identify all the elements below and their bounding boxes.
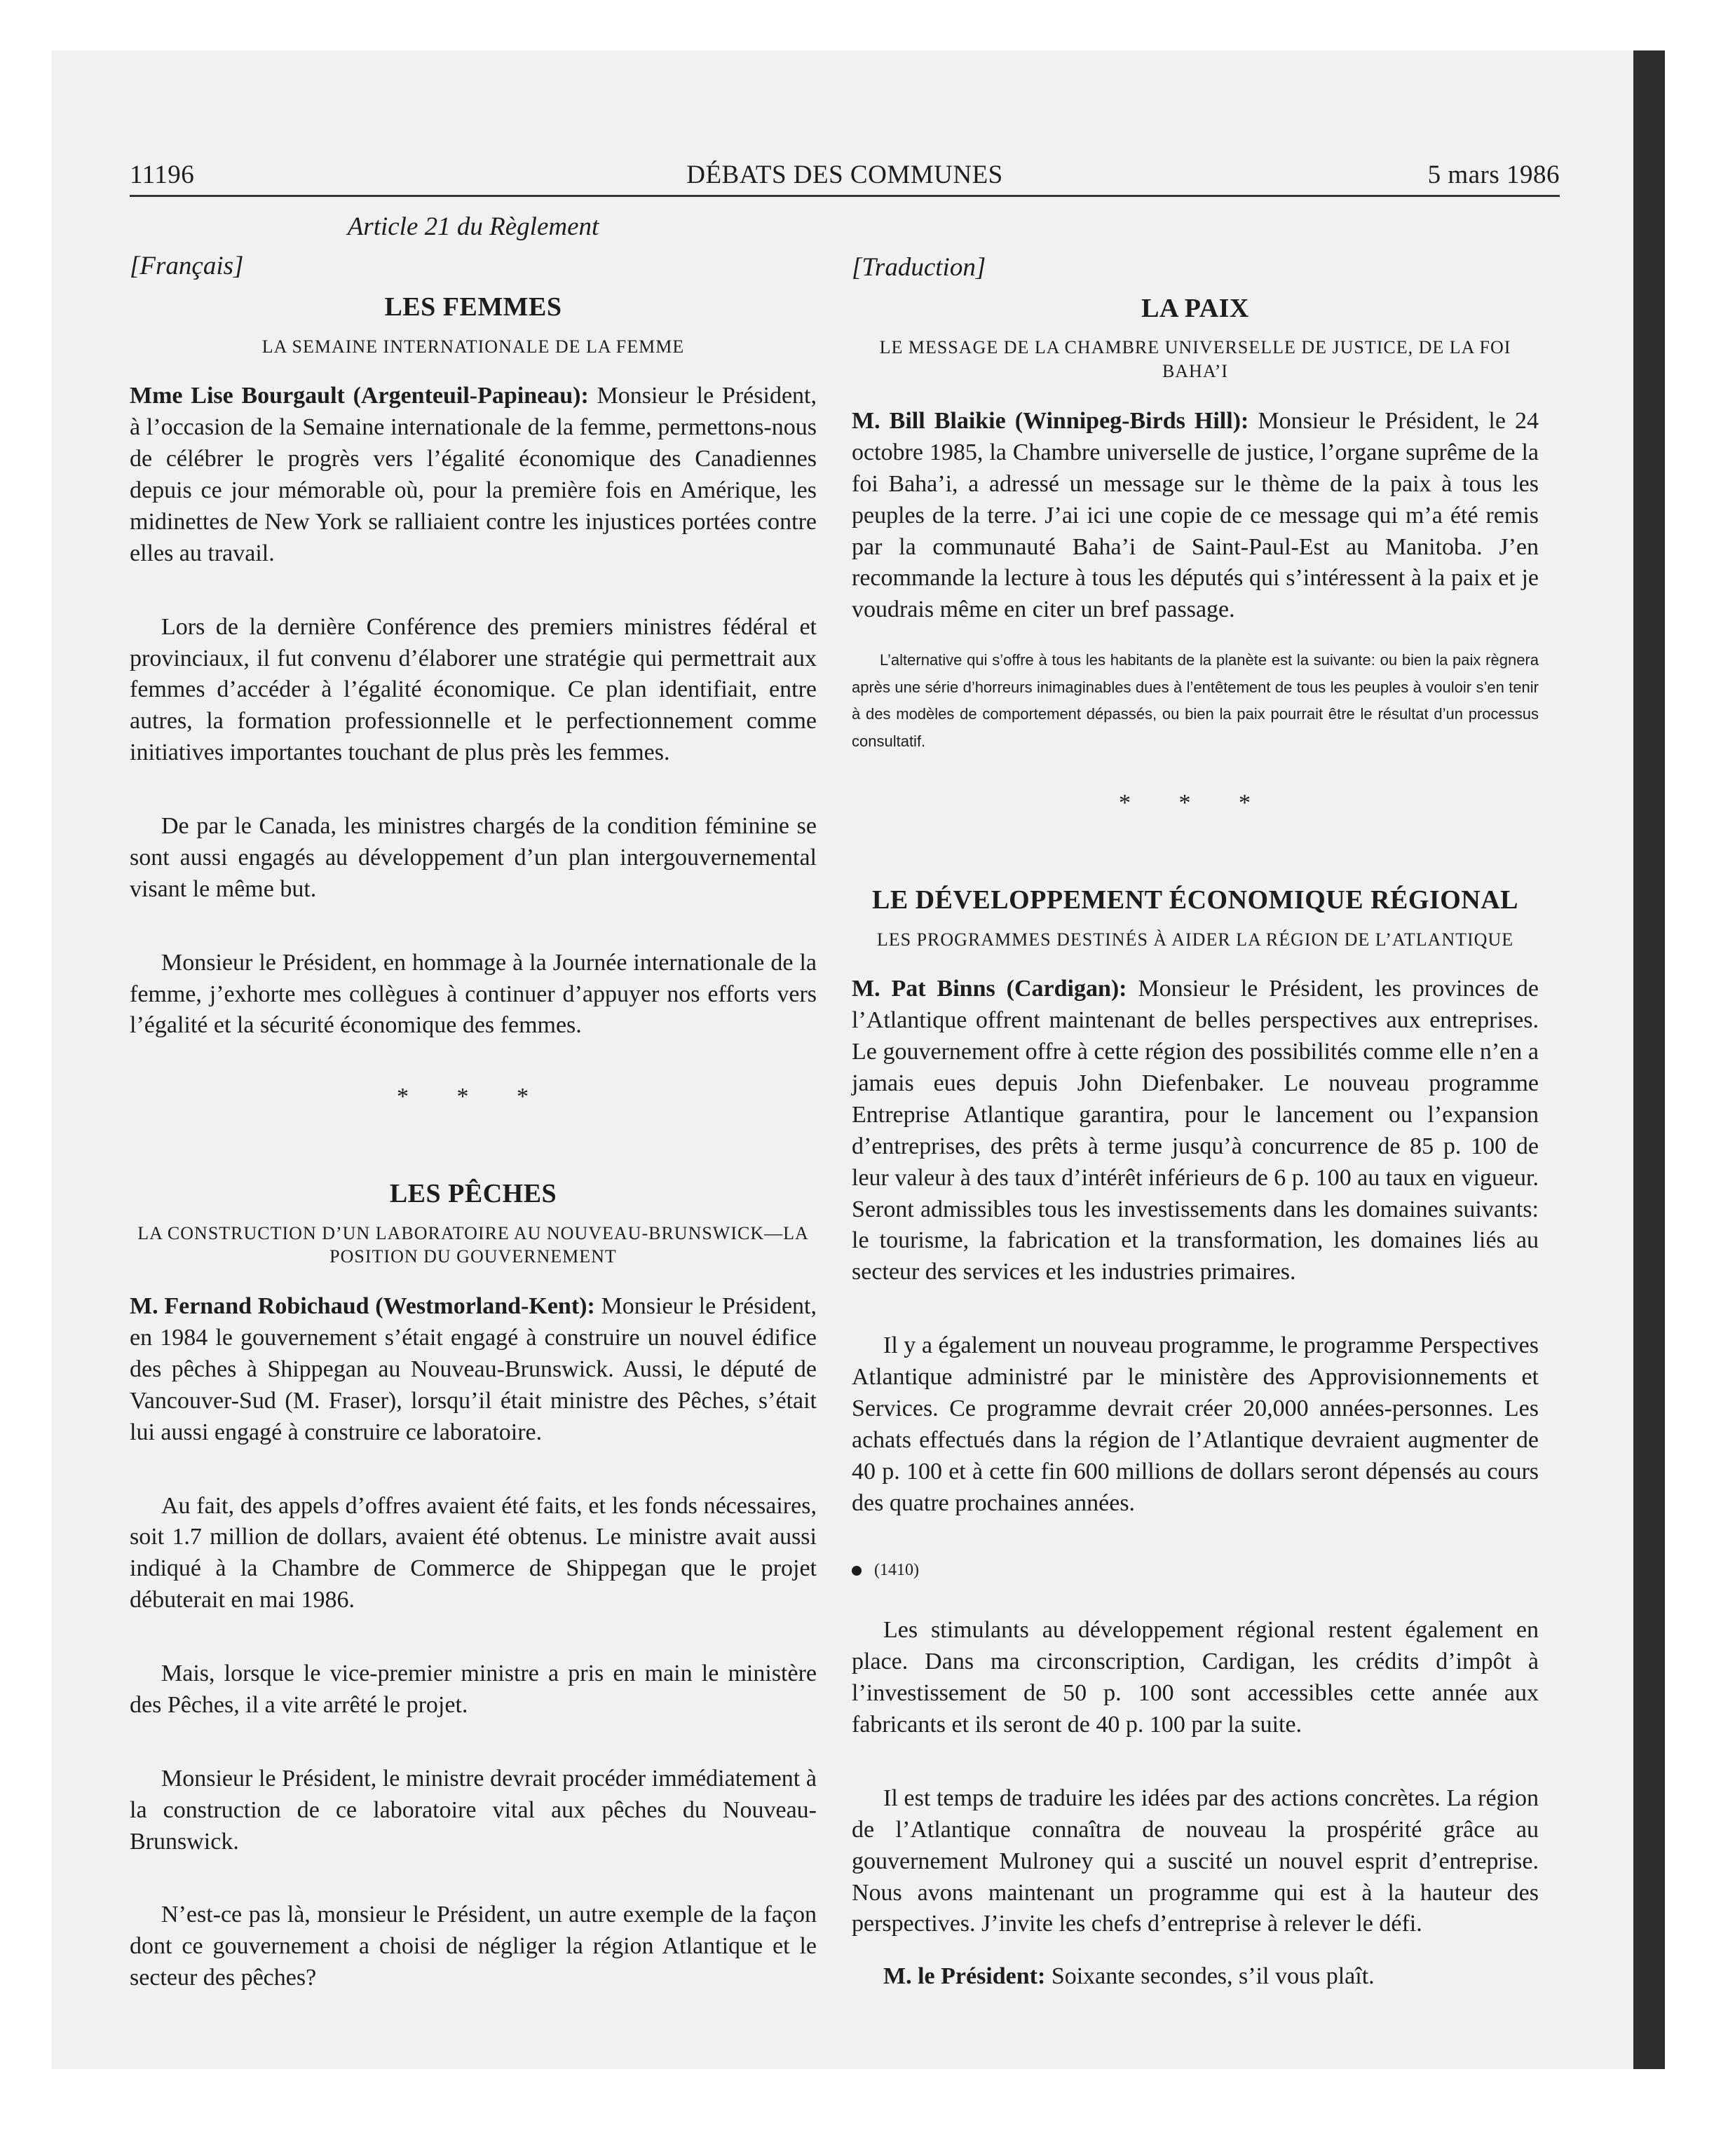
speaker-name: M. Pat Binns (Cardigan):: [852, 976, 1127, 1002]
language-label: [Traduction]: [852, 253, 986, 282]
left-column: [130, 210, 817, 2036]
section-heading: LES PÊCHES: [389, 1179, 557, 1209]
paragraph: Au fait, des appels d’offres avaient été faits, et les fonds nécessaires, soit 1.7 million de dollars, avaient été obtenus. Le ministre avait aussi indiqué à la Chambre de Commerce de Shippegan que le projet débuterait en mai 1986.: [130, 1492, 817, 1613]
section-subheading: LA SEMAINE INTERNATIONALE DE LA FEMME: [261, 336, 685, 357]
paragraph: Les stimulants au développement régional restent également en place. Dans ma circonscription, Cardigan, les crédits d’impôt à l’investissement de 50 p. 100 sont accessibles cette année aux fabricants et ils seront de 40 p. 100 par la suite.: [852, 1617, 1539, 1738]
language-label: [Français]: [130, 252, 244, 281]
paragraph: Mais, lorsque le vice-premier ministre a pris en main le ministère des Pêches, il a vite arrêté le projet.: [130, 1660, 817, 1718]
speaker-name: M. le Président:: [883, 1963, 1046, 1990]
publication-title: DÉBATS DES COMMUNES: [686, 161, 1003, 189]
section-separator: * * *: [1119, 790, 1272, 817]
speaker-name: M. Bill Blaikie (Winnipeg-Birds Hill):: [852, 408, 1249, 435]
section-heading: LE DÉVELOPPEMENT ÉCONOMIQUE RÉGIONAL: [871, 885, 1519, 915]
section-subheading: LE MESSAGE DE LA CHAMBRE UNIVERSELLE DE JUSTICE, DE LA FOI BAHA’I: [879, 337, 1511, 382]
paragraph: Il y a également un nouveau programme, le programme Perspectives Atlantique administré par le ministère des Approvisionnements et Services. Ce programme devrait créer 20,000 années-personnes. Les achats effectués dans la région de l’Atlantique devraient augmenter de 40 p. 100 et à cette fin 600 millions de dollars seront dépensés au cours des quatre prochaines années.: [852, 1332, 1539, 1516]
section-subheading: LES PROGRAMMES DESTINÉS À AIDER LA RÉGION DE L’ATLANTIQUE: [876, 929, 1514, 950]
speaker-name: M. Fernand Robichaud (Westmorland-Kent):: [130, 1293, 595, 1320]
page-date: 5 mars 1986: [1427, 161, 1560, 189]
paragraph: M. le Président: Soixante secondes, s’il vous plaît.: [883, 1963, 1375, 1990]
section-heading: LA PAIX: [1141, 294, 1249, 324]
article-label: Article 21 du Règlement: [347, 212, 599, 241]
paragraph: Monsieur le Président, le ministre devrait procéder immédiatement à la construction de ce laboratoire vital aux pêches du Nouveau-Brunswick.: [130, 1765, 817, 1855]
paragraph: De par le Canada, les ministres chargés de la condition féminine se sont aussi engagés au développement d’un plan intergouvernemental visant le même but.: [130, 813, 817, 902]
paragraph: Lors de la dernière Conférence des premiers ministres fédéral et provinciaux, il fut convenu d’élaborer une stratégie qui permettrait aux femmes d’accéder à l’égalité économique. Ce plan identifiait, entre autres, la formation professionnelle et le perfectionnement comme initiatives importantes touchant de plus près les femmes.: [130, 613, 817, 766]
time-stamp: (1410): [874, 1561, 919, 1580]
page-number: 11196: [130, 161, 195, 189]
paragraph: M. Fernand Robichaud (Westmorland-Kent): Monsieur le Président, en 1984 le gouvernement s’était engagé à construire un nouvel édifice des pêches à Shippegan au Nouveau-Brunswick. Aussi, le député de Vancouver-Sud (M. Fraser), lorsqu’il était ministre des Pêches, s’était lui aussi engagé à construire ce laboratoire.: [130, 1293, 817, 1445]
paragraph: N’est-ce pas là, monsieur le Président, un autre exemple de la façon dont ce gouvernement a choisi de négliger la région Atlantique et le secteur des pêches?: [130, 1902, 817, 1991]
section-subheading: LA CONSTRUCTION D’UN LABORATOIRE AU NOUVEAU-BRUNSWICK—LA POSITION DU GOUVERNEMENT: [137, 1222, 809, 1267]
bullet-icon: [852, 1566, 862, 1576]
page-header: [130, 160, 1560, 197]
speaker-name: Mme Lise Bourgault (Argenteuil-Papineau):: [130, 383, 589, 409]
time-marker: [852, 1561, 1539, 1580]
right-column: [852, 210, 1539, 2035]
paragraph: M. Pat Binns (Cardigan): Monsieur le Président, les provinces de l’Atlantique offrent maintenant de belles perspectives aux entreprises. Le gouvernement offre à cette région des possibilités comme elle n’en a jamais eues depuis John Diefenbaker. Le nouveau programme Entreprise Atlantique garantira, pour le lancement ou l’expansion d’entreprises, des prêts à terme jusqu’à concurrence de 85 p. 100 de leur valeur à des taux d’intérêt inférieurs de 6 p. 100 au taux en vigueur. Seront admissibles tous les investissements dans les domaines suivants: le tourisme, la fabrication et la transformation, les domaines liés au secteur des services et les industries primaires.: [852, 976, 1539, 1285]
paragraph: M. Bill Blaikie (Winnipeg-Birds Hill): Monsieur le Président, le 24 octobre 1985, la Chambre universelle de justice, l’organe suprême de la foi Baha’i, a adressé un message sur le thème de la paix à tous les peuples de la terre. J’ai ici une copie de ce message qui m’a été remis par la communauté Baha’i de Saint-Paul-Est au Manitoba. J’en recommande la lecture à tous les députés qui s’intéressent à la paix et je voudrais même en citer un bref passage.: [852, 408, 1539, 623]
scan-binding-edge: [1633, 50, 1665, 2069]
paragraph: Mme Lise Bourgault (Argenteuil-Papineau): Monsieur le Président, à l’occasion de la Semaine internationale de la femme, permettons-nous de célébrer le progrès vers l’égalité économique des Canadiennes depuis ce jour mémorable où, pour la première fois en Amérique, les midinettes de New York se ralliaient contre les injustices portées contre elles au travail.: [130, 383, 817, 566]
paragraph: Il est temps de traduire les idées par des actions concrètes. La région de l’Atlantique connaîtra de nouveau la prospérité grâce au gouvernement Mulroney qui a suscité un nouvel esprit d’entreprise. Nous avons maintenant un programme qui est à la hauteur des perspectives. J’invite les chefs d’entreprise à relever le défi.: [852, 1785, 1539, 1937]
quoted-passage: L’alternative qui s’offre à tous les habitants de la planète est la suivante: ou bien la paix règnera après une série d’horreurs inimaginables dues à l’entêtement de tous les peuples à vouloir s’en tenir à des modèles de comportement dépassés, ou bien la paix pourrait être le résultat d’un processus consultatif.: [852, 651, 1539, 750]
paragraph: Monsieur le Président, en hommage à la Journée internationale de la femme, j’exhorte mes collègues à continuer d’appuyer nos efforts vers l’égalité et la sécurité économique des femmes.: [130, 949, 817, 1039]
section-heading: LES FEMMES: [384, 292, 562, 322]
section-separator: * * *: [397, 1084, 550, 1110]
